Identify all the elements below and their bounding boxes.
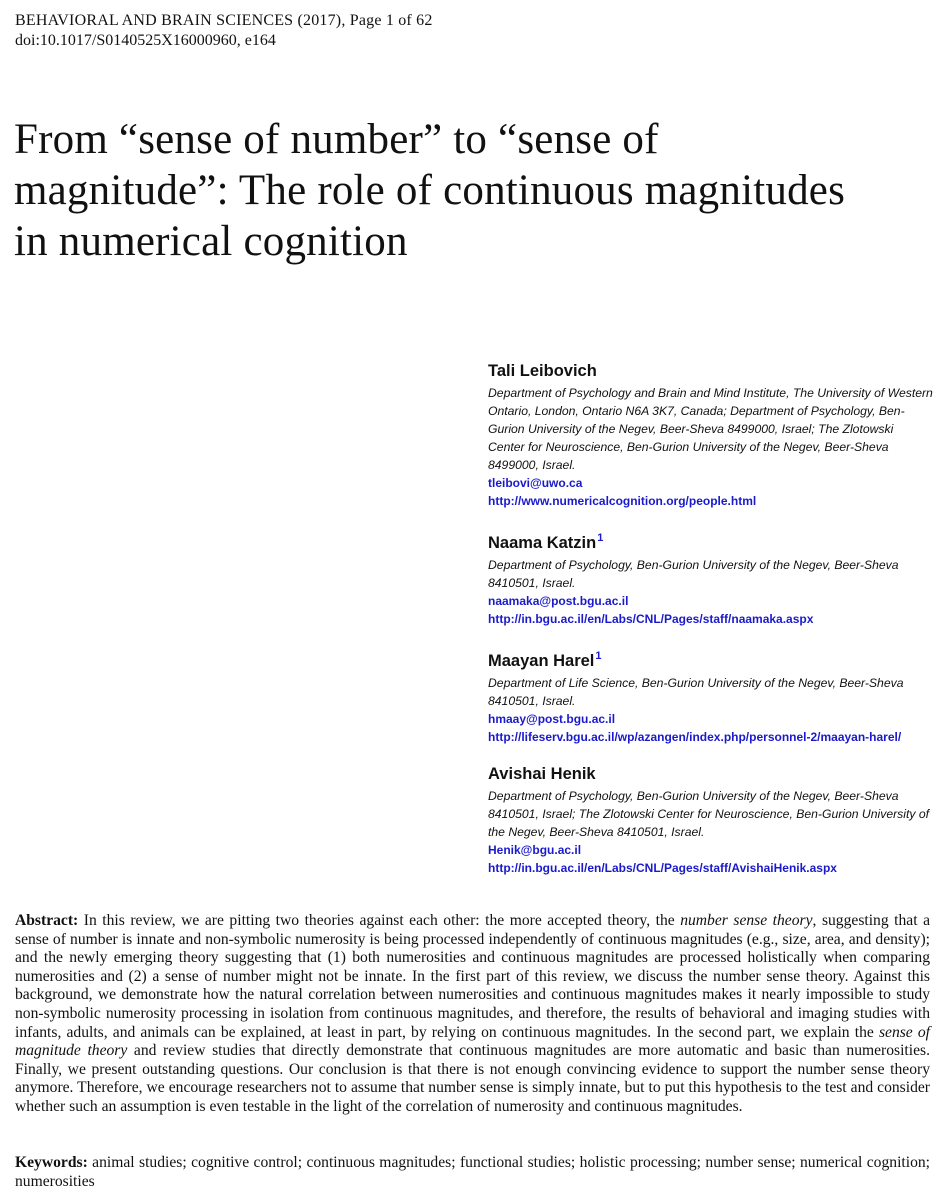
author-url-link[interactable]: http://in.bgu.ac.il/en/Labs/CNL/Pages/staff/naamaka.aspx	[488, 612, 814, 626]
author-name	[488, 527, 933, 554]
keywords-label: Keywords:	[15, 1154, 88, 1171]
author-affiliation: Department of Psychology and Brain and Mind Institute, The University of Western Ontario, London, Ontario N6A 3K7, Canada; Department of Psychology, Ben-Gurion University of the Negev, Beer-Sheva 8499000, Israel; The Zlotowski Center for Neuroscience, Ben-Gurion University of the Negev, Beer-Sheva 8499000, Israel.	[488, 386, 933, 472]
author-email-link[interactable]: hmaay@post.bgu.ac.il	[488, 712, 616, 726]
author-entry	[488, 527, 933, 628]
author-url-link[interactable]: http://www.numericalcognition.org/people.html	[488, 494, 757, 508]
abstract-paragraph	[15, 912, 930, 1117]
keywords-paragraph	[15, 1154, 930, 1191]
journal-header: BEHAVIORAL AND BRAIN SCIENCES (2017), Page 1 of 62	[15, 12, 433, 29]
author-name	[488, 645, 933, 672]
author-affiliation: Department of Psychology, Ben-Gurion University of the Negev, Beer-Sheva 8410501, Israel; The Zlotowski Center for Neuroscience, Ben-Gurion University of the Negev, Beer-Sheva 8410501, Israel.	[488, 789, 929, 839]
abstract-text: In this review, we are pitting two theories against each other: the more accepted theory, the	[78, 912, 681, 929]
author-email-link[interactable]: naamaka@post.bgu.ac.il	[488, 594, 629, 608]
paper-title: From “sense of number” to “sense of magnitude”: The role of continuous magnitudes in numerical cognition	[14, 116, 845, 265]
author-block	[488, 360, 933, 894]
author-url-link[interactable]: http://lifeserv.bgu.ac.il/wp/azangen/index.php/personnel-2/maayan-harel/	[488, 730, 902, 744]
abstract-emphasis: number sense theory	[680, 912, 813, 929]
author-email-link[interactable]: tleibovi@uwo.ca	[488, 476, 583, 490]
abstract-text: , suggesting that a sense of number is innate and non-symbolic numerosity is being processed independently of continuous magnitudes (e.g., size, area, and density); and the newly emerging theory suggesting that (1) both numerosities and continuous magnitudes are processed holistically when comparing numerosities and (2) a sense of number might not be innate. In the first part of this review, we discuss the number sense theory. Against this background, we demonstrate how the natural correlation between numerosities and continuous magnitudes makes it nearly impossible to study non-symbolic numerosity processing in isolation from continuous magnitudes, and therefore, the results of behavioral and imaging studies with infants, adults, and animals can be explained, at least in part, by relying on continuous magnitudes. In the second part, we explain the	[15, 912, 931, 1041]
abstract-label: Abstract:	[15, 912, 79, 929]
doi-line: doi:10.1017/S0140525X16000960, e164	[15, 32, 276, 49]
author-entry	[488, 763, 933, 877]
abstract-text: and review studies that directly demonstrate that continuous magnitudes are more automatic and basic than numerosities. Finally, we present outstanding questions. Our conclusion is that there is not enough convincing evidence to support the number sense theory anymore. Therefore, we encourage researchers not to assume that number sense is simply innate, but to put this hypothesis to the test and consider whether such an assumption is even testable in the light of the correlation of numerosity and continuous magnitudes.	[15, 1042, 930, 1115]
author-url-link[interactable]: http://in.bgu.ac.il/en/Labs/CNL/Pages/staff/AvishaiHenik.aspx	[488, 861, 837, 875]
author-entry	[488, 645, 933, 746]
footnote-marker[interactable]: 1	[597, 532, 604, 544]
author-email-link[interactable]: Henik@bgu.ac.il	[488, 843, 582, 857]
author-name	[488, 763, 933, 785]
keywords-text: animal studies; cognitive control; continuous magnitudes; functional studies; holistic processing; number sense; numerical cognition; numerosities	[15, 1154, 930, 1190]
author-name-text: Maayan Harel	[488, 652, 595, 670]
author-name	[488, 360, 933, 382]
author-entry	[488, 360, 933, 510]
author-name-text: Tali Leibovich	[488, 362, 597, 380]
author-affiliation: Department of Psychology, Ben-Gurion University of the Negev, Beer-Sheva 8410501, Israel.	[488, 558, 899, 590]
author-name-text: Avishai Henik	[488, 765, 596, 783]
author-affiliation: Department of Life Science, Ben-Gurion University of the Negev, Beer-Sheva 8410501, Israel.	[488, 676, 904, 708]
abstract-emphasis: sense of magnitude theory	[15, 1023, 931, 1060]
footnote-marker[interactable]: 1	[595, 650, 602, 662]
author-name-text: Naama Katzin	[488, 534, 597, 552]
